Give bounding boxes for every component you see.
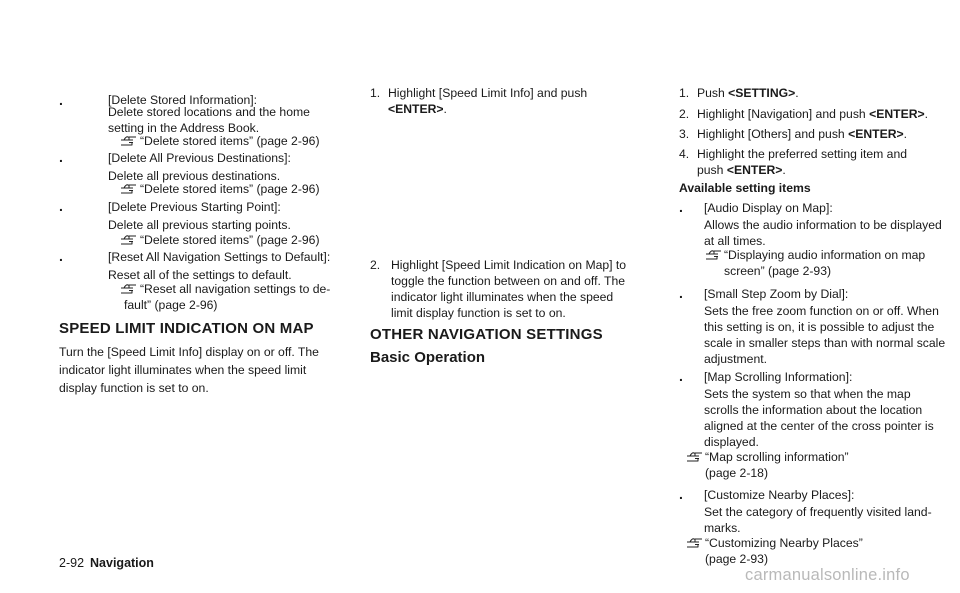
bullet: . xyxy=(679,199,683,215)
page-reference: screen” (page 2-93) xyxy=(724,264,832,278)
desc-line: at all times. xyxy=(704,234,766,248)
desc-line: this setting is on, it is possible to adjust the xyxy=(704,320,935,334)
reference-pointer-icon xyxy=(120,282,138,295)
paragraph-line: indicator light illuminates when the speed limit xyxy=(59,363,307,377)
desc-line: Delete all previous destinations. xyxy=(108,169,281,183)
desc-line: Delete all previous starting points. xyxy=(108,218,291,232)
desc-line: marks. xyxy=(704,521,741,535)
page-reference: “Customizing Nearby Places” xyxy=(705,536,863,550)
desc-line: Delete stored locations and the home xyxy=(108,105,310,119)
bullet: . xyxy=(59,248,63,264)
available-items-heading: Available setting items xyxy=(679,181,811,195)
setting-label: [Delete Stored Information]: xyxy=(108,93,258,107)
step-text: Highlight [Speed Limit Info] and push xyxy=(388,86,588,100)
bullet: . xyxy=(59,92,63,108)
desc-line: displayed. xyxy=(704,435,759,449)
key-label: <ENTER> xyxy=(388,102,444,116)
page-reference: “Reset all navigation settings to de- xyxy=(140,282,331,296)
step-number: 3. xyxy=(679,127,690,141)
step-text: limit display function is set to on. xyxy=(391,306,566,320)
setting-label: [Audio Display on Map]: xyxy=(704,201,833,215)
section-name: Navigation xyxy=(90,556,154,570)
reference-pointer-icon xyxy=(120,233,138,246)
step-text: toggle the function between on and off. The xyxy=(391,274,626,288)
desc-line: adjustment. xyxy=(704,352,768,366)
step-text: Highlight [Others] and push <ENTER>. xyxy=(697,127,908,141)
page-reference: “Delete stored items” (page 2-96) xyxy=(140,134,320,148)
page-reference: “Delete stored items” (page 2-96) xyxy=(140,233,320,247)
page-reference: (page 2-18) xyxy=(705,466,769,480)
reference-pointer-icon xyxy=(120,182,138,195)
step-number: 2. xyxy=(370,258,381,272)
reference-pointer-icon xyxy=(120,134,138,147)
key-label: <ENTER> xyxy=(726,163,783,177)
bullet: . xyxy=(679,486,683,502)
page-reference: fault” (page 2-96) xyxy=(124,298,218,312)
desc-line: Set the category of frequently visited land- xyxy=(704,505,932,519)
setting-label: [Delete All Previous Destinations]: xyxy=(108,151,291,165)
page-footer xyxy=(59,556,154,570)
desc-line: aligned at the center of the cross pointer is xyxy=(704,419,934,433)
desc-line: Allows the audio information to be displayed xyxy=(704,218,942,232)
section-heading: OTHER NAVIGATION SETTINGS xyxy=(370,326,603,343)
reference-pointer-icon xyxy=(686,450,704,463)
page-reference: (page 2-93) xyxy=(705,552,769,566)
step-text: Highlight the preferred setting item and xyxy=(697,147,908,161)
step-text: indicator light illuminates when the speed xyxy=(391,290,614,304)
step-number: 4. xyxy=(679,147,690,161)
step-text: Highlight [Navigation] and push <ENTER>. xyxy=(697,107,929,121)
section-heading: SPEED LIMIT INDICATION ON MAP xyxy=(59,320,314,337)
setting-label: [Customize Nearby Places]: xyxy=(704,488,855,502)
watermark: carmanualsonline.info xyxy=(745,566,910,584)
reference-pointer-icon xyxy=(705,248,723,261)
paragraph-line: display function is set to on. xyxy=(59,381,209,395)
step-text: <ENTER>. xyxy=(388,102,447,116)
step-text: push <ENTER>. xyxy=(697,163,786,177)
page-reference: “Delete stored items” (page 2-96) xyxy=(140,182,320,196)
page-reference: “Displaying audio information on map xyxy=(724,248,926,262)
desc-line: Sets the system so that when the map xyxy=(704,387,911,401)
step-number: 1. xyxy=(370,86,381,100)
bullet: . xyxy=(59,149,63,165)
desc-line: Sets the free zoom function on or off. When xyxy=(704,304,939,318)
step-text: Highlight [Speed Limit Indication on Map] to xyxy=(391,258,627,272)
desc-line: Reset all of the settings to default. xyxy=(108,268,292,282)
setting-label: [Delete Previous Starting Point]: xyxy=(108,200,281,214)
desc-line: scale in smaller steps than with normal scale xyxy=(704,336,946,350)
step-number: 1. xyxy=(679,86,690,100)
step-number: 2. xyxy=(679,107,690,121)
bullet: . xyxy=(679,368,683,384)
setting-label: [Reset All Navigation Settings to Default]: xyxy=(108,250,331,264)
reference-pointer-icon xyxy=(686,536,704,549)
setting-label: [Map Scrolling Information]: xyxy=(704,370,853,384)
step-text: Push <SETTING>. xyxy=(697,86,799,100)
page-number: 2-92 xyxy=(59,556,85,570)
sub-heading: Basic Operation xyxy=(370,349,486,366)
setting-label: [Small Step Zoom by Dial]: xyxy=(704,287,849,301)
key-label: <ENTER> xyxy=(869,107,925,121)
key-label: <SETTING> xyxy=(728,86,796,100)
page-reference: “Map scrolling information” xyxy=(705,450,849,464)
paragraph-line: Turn the [Speed Limit Info] display on or off. The xyxy=(59,345,319,359)
bullet: . xyxy=(679,285,683,301)
bullet: . xyxy=(59,198,63,214)
desc-line: scrolls the information about the location xyxy=(704,403,923,417)
desc-line: setting in the Address Book. xyxy=(108,121,260,135)
key-label: <ENTER> xyxy=(848,127,904,141)
